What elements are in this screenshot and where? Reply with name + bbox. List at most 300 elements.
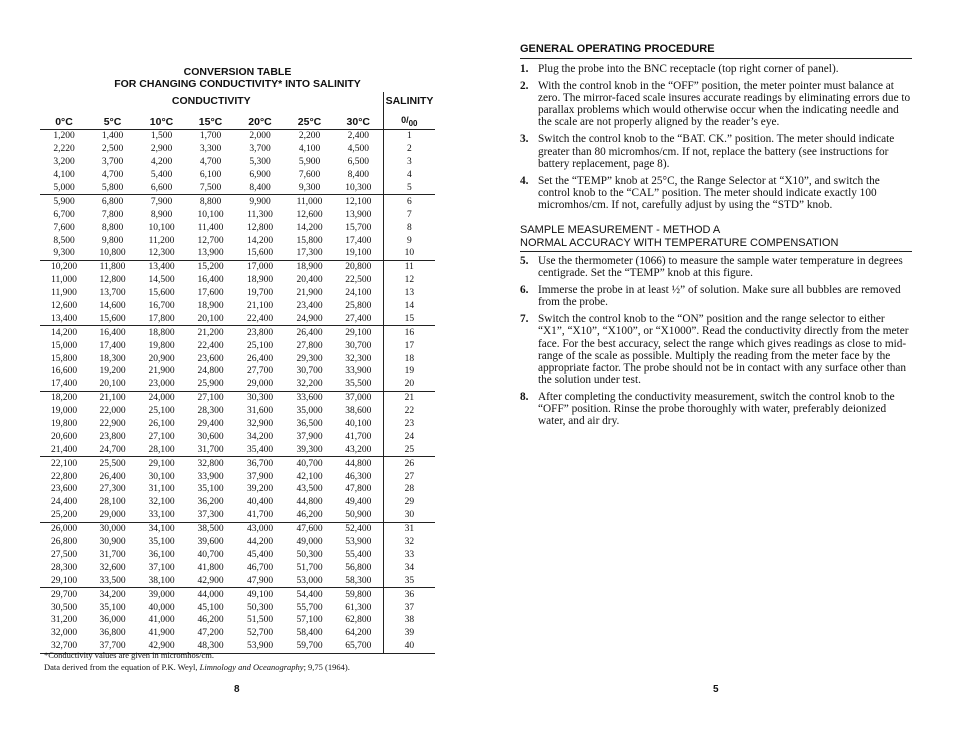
conductivity-cell: 15,800 [296, 235, 323, 246]
conductivity-cell: 29,400 [197, 419, 224, 430]
conductivity-cell: 30,500 [50, 602, 78, 613]
conductivity-cell: 22,400 [235, 312, 285, 325]
table-row [40, 574, 435, 587]
conductivity-cell: 25,800 [345, 301, 372, 312]
step-text: With the control knob in the “OFF” position, the meter pointer must balance at zero. The mirror-faced scale insures accurate readings by eliminating errors due to parallax problems which would otherwise occur when the indicating needle and the scale are not properly aligned by the reader’s eye. [538, 80, 911, 129]
conductivity-cell: 44,800 [345, 458, 372, 469]
conductivity-cell: 30,300 [246, 393, 274, 404]
conductivity-cell: 1,400 [101, 131, 124, 142]
conductivity-cell: 36,800 [99, 628, 126, 639]
conductivity-cell: 6,900 [249, 170, 271, 181]
conductivity-cell: 5,900 [53, 196, 75, 207]
salinity-cell: 27 [383, 470, 435, 483]
conductivity-cell: 27,100 [148, 431, 175, 442]
conductivity-cell: 15,600 [148, 288, 175, 299]
conductivity-cell: 9,300 [40, 247, 88, 260]
step-item [520, 313, 912, 386]
conductivity-cell: 35,400 [235, 443, 285, 456]
operating-steps-list [520, 63, 912, 216]
conductivity-cell: 20,600 [50, 431, 78, 442]
step-number: 4. [520, 174, 529, 187]
conductivity-cell: 34,100 [148, 524, 175, 535]
table-row [40, 156, 435, 169]
salinity-cell: 8 [383, 221, 435, 234]
table-row [40, 312, 435, 325]
table-row [40, 352, 435, 365]
conductivity-cell: 18,800 [148, 327, 175, 338]
conductivity-cell: 7,600 [298, 170, 321, 181]
step-item [520, 63, 912, 75]
conductivity-cell: 9,300 [285, 182, 334, 195]
conductivity-cell: 2,000 [249, 131, 271, 142]
conductivity-cell: 12,800 [246, 222, 274, 233]
conductivity-cell: 6,500 [347, 157, 369, 168]
salinity-cell: 36 [383, 588, 435, 601]
conductivity-cell: 5,300 [249, 157, 271, 168]
table-row [40, 430, 435, 443]
table-row [40, 457, 435, 470]
conductivity-cell: 16,400 [197, 275, 224, 286]
conductivity-cell: 36,000 [99, 615, 126, 626]
conductivity-cell: 24,100 [345, 288, 372, 299]
table-title [40, 66, 435, 90]
table-row [40, 561, 435, 574]
conductivity-cell: 40,700 [296, 458, 323, 469]
conductivity-cell: 13,400 [40, 312, 88, 325]
conductivity-cell: 7,600 [53, 222, 75, 233]
conductivity-cell: 21,900 [296, 288, 323, 299]
conductivity-cell: 38,600 [345, 406, 372, 417]
conductivity-cell: 40,000 [148, 602, 175, 613]
sample-measurement-heading [520, 224, 912, 252]
step-text: Plug the probe into the BNC receptacle (top right corner of panel). [538, 63, 839, 75]
conductivity-cell: 46,700 [246, 562, 274, 573]
conductivity-cell: 4,200 [150, 157, 173, 168]
sample-measurement-heading-line1: SAMPLE MEASUREMENT - METHOD A [520, 224, 721, 236]
column-header: 5°C [88, 110, 137, 130]
conductivity-cell: 57,100 [296, 615, 323, 626]
conductivity-cell: 18,900 [197, 301, 224, 312]
conductivity-cell: 33,600 [296, 393, 323, 404]
conductivity-cell: 3,300 [199, 144, 222, 155]
conductivity-cell: 41,000 [148, 615, 175, 626]
conductivity-cell: 22,500 [345, 275, 372, 286]
table-row [40, 130, 435, 143]
column-header: 0°C [40, 110, 88, 130]
conductivity-cell: 33,500 [88, 574, 137, 587]
step-item [520, 80, 912, 128]
conductivity-cell: 52,400 [345, 524, 372, 535]
salinity-cell: 4 [383, 169, 435, 182]
footnote-source-text: Data derived from the equation of P.K. Weyl, [44, 661, 200, 672]
salinity-cell: 12 [383, 274, 435, 287]
table-row [40, 483, 435, 496]
conductivity-cell: 12,800 [99, 275, 126, 286]
conductivity-cell: 28,100 [137, 443, 186, 456]
conductivity-cell: 35,100 [99, 602, 126, 613]
conductivity-cell: 41,700 [235, 509, 285, 522]
table-row [40, 169, 435, 182]
salinity-cell: 28 [383, 483, 435, 496]
conductivity-cell: 26,400 [246, 353, 274, 364]
step-text: Switch the control knob to the “ON” position and the range selector to either “X1”, “X10”, “X100”, or “X1000”. Read the conductivity directly from the meter face. For the best accuracy, select the range which gives readings as close to mid-range of the scale as possible. Multiply the reading from the meter face by the appropriate factor. The probe should not be in contact with any surface other than the solution under test. [538, 313, 909, 386]
conductivity-cell: 11,000 [51, 275, 77, 286]
journal-title: Limnology and Oceanography [199, 661, 304, 672]
conductivity-cell: 29,700 [50, 589, 78, 600]
conductivity-cell: 54,400 [296, 589, 323, 600]
conductivity-cell: 21,200 [197, 327, 224, 338]
salinity-cell: 30 [383, 509, 435, 522]
conductivity-cell: 25,900 [186, 378, 235, 391]
conductivity-cell: 64,200 [345, 628, 372, 639]
conductivity-cell: 21,400 [40, 443, 88, 456]
conductivity-cell: 1,500 [150, 131, 173, 142]
conductivity-cell: 26,100 [148, 419, 175, 430]
conductivity-cell: 23,600 [197, 353, 224, 364]
conductivity-cell: 11,300 [247, 209, 273, 220]
conductivity-cell: 2,900 [150, 144, 173, 155]
table-row [40, 627, 435, 640]
conductivity-cell: 50,900 [334, 509, 383, 522]
conductivity-cell: 3,200 [53, 157, 75, 168]
conductivity-cell: 8,500 [53, 235, 75, 246]
conductivity-cell: 2,500 [101, 144, 124, 155]
salinity-cell: 13 [383, 287, 435, 300]
conductivity-cell: 41,900 [148, 628, 175, 639]
conductivity-cell: 17,400 [99, 340, 126, 351]
conductivity-cell: 17,600 [197, 288, 224, 299]
conductivity-cell: 2,200 [298, 131, 321, 142]
conductivity-cell: 14,500 [148, 275, 175, 286]
step-text: Set the “TEMP” knob at 25°C, the Range Selector at “X10”, and switch the control knob to the “CAL” position. The meter should indicate exactly 100 micromhos/cm. If not, carefully adjust by using the “STD” knob. [538, 174, 880, 211]
conductivity-cell: 36,100 [148, 549, 175, 560]
conductivity-cell: 12,600 [50, 301, 78, 312]
step-number: 2. [520, 80, 529, 93]
salinity-cell: 24 [383, 430, 435, 443]
step-number: 3. [520, 133, 529, 146]
conductivity-cell: 18,900 [296, 262, 323, 273]
conductivity-cell: 33,900 [197, 471, 224, 482]
page-number-right: 5 [713, 684, 719, 695]
conductivity-cell: 13,400 [148, 262, 175, 273]
conductivity-cell: 65,700 [334, 640, 383, 653]
step-number: 7. [520, 313, 529, 326]
general-operating-procedure-heading: GENERAL OPERATING PROCEDURE [520, 43, 912, 59]
conductivity-cell: 14,200 [246, 235, 274, 246]
conductivity-cell: 33,100 [137, 509, 186, 522]
conductivity-cell: 13,900 [345, 209, 372, 220]
conductivity-cell: 45,100 [197, 602, 224, 613]
salinity-cell: 37 [383, 601, 435, 614]
conductivity-cell: 27,700 [246, 366, 274, 377]
conductivity-cell: 21,900 [148, 366, 175, 377]
conductivity-cell: 38,100 [137, 574, 186, 587]
conductivity-cell: 15,800 [50, 353, 78, 364]
conductivity-cell: 49,100 [246, 589, 274, 600]
column-header: 15°C [186, 110, 235, 130]
page-number-left: 8 [234, 684, 240, 695]
conductivity-cell: 16,400 [99, 327, 126, 338]
conductivity-cell: 49,400 [345, 497, 372, 508]
conductivity-cell: 30,100 [148, 471, 175, 482]
step-item [520, 284, 912, 308]
conductivity-cell: 25,100 [246, 340, 274, 351]
conductivity-cell: 4,700 [101, 170, 124, 181]
conductivity-cell: 39,000 [148, 589, 175, 600]
column-header: 25°C [285, 110, 334, 130]
salinity-cell: 1 [383, 130, 435, 143]
conductivity-cell: 15,000 [50, 340, 78, 351]
conductivity-cell: 35,500 [334, 378, 383, 391]
measurement-steps-list [520, 255, 912, 432]
conductivity-cell: 43,200 [334, 443, 383, 456]
salinity-cell: 3 [383, 156, 435, 169]
conductivity-cell: 32,000 [50, 628, 78, 639]
conductivity-cell: 22,800 [50, 471, 78, 482]
conductivity-cell: 32,800 [197, 458, 224, 469]
conductivity-cell: 12,600 [296, 209, 323, 220]
conductivity-cell: 27,100 [197, 393, 224, 404]
conductivity-cell: 24,800 [197, 366, 224, 377]
conductivity-cell: 43,500 [296, 484, 323, 495]
table-row [40, 601, 435, 614]
conductivity-cell: 16,600 [50, 366, 78, 377]
conductivity-cell: 59,700 [285, 640, 334, 653]
conductivity-cell: 15,600 [88, 312, 137, 325]
conductivity-cell: 13,700 [99, 288, 126, 299]
salinity-cell: 9 [383, 234, 435, 247]
salinity-cell: 16 [383, 326, 435, 339]
conductivity-cell: 30,700 [296, 366, 323, 377]
conductivity-cell: 32,100 [148, 497, 175, 508]
salinity-cell: 32 [383, 536, 435, 549]
conductivity-cell: 38,500 [197, 524, 224, 535]
conductivity-cell: 11,000 [296, 196, 323, 207]
salinity-cell: 2 [383, 143, 435, 156]
conductivity-cell: 42,900 [186, 574, 235, 587]
table-row [40, 195, 435, 208]
conductivity-cell: 20,900 [148, 353, 175, 364]
conductivity-cell: 5,000 [40, 182, 88, 195]
table-row [40, 536, 435, 549]
conductivity-cell: 11,800 [99, 262, 126, 273]
conductivity-cell: 27,400 [334, 312, 383, 325]
step-number: 8. [520, 390, 529, 403]
step-item [520, 255, 912, 279]
conductivity-cell: 14,200 [50, 327, 78, 338]
salinity-cell: 38 [383, 614, 435, 627]
conductivity-cell: 49,000 [296, 537, 323, 548]
conductivity-cell: 25,200 [40, 509, 88, 522]
conductivity-cell: 7,900 [150, 196, 173, 207]
table-row [40, 522, 435, 535]
conductivity-cell: 4,500 [347, 144, 369, 155]
conductivity-cell: 37,700 [88, 640, 137, 653]
conductivity-cell: 4,100 [298, 144, 321, 155]
conductivity-cell: 20,100 [186, 312, 235, 325]
step-number: 1. [520, 63, 529, 75]
conductivity-cell: 30,000 [99, 524, 126, 535]
table-row [40, 588, 435, 601]
conductivity-cell: 12,300 [137, 247, 186, 260]
conductivity-cell: 12,700 [197, 235, 224, 246]
conductivity-cell: 17,800 [137, 312, 186, 325]
table-row [40, 260, 435, 273]
table-row [40, 391, 435, 404]
salinity-unit-top: 0/ [401, 115, 409, 126]
salinity-unit-header [383, 110, 435, 130]
conductivity-cell: 23,600 [50, 484, 78, 495]
table-row [40, 339, 435, 352]
conductivity-cell: 6,700 [53, 209, 75, 220]
step-number: 6. [520, 284, 529, 297]
salinity-cell: 21 [383, 391, 435, 404]
conductivity-cell: 8,900 [150, 209, 173, 220]
conductivity-cell: 10,300 [334, 182, 383, 195]
conductivity-cell: 17,000 [246, 262, 274, 273]
conductivity-cell: 53,900 [345, 537, 372, 548]
conductivity-cell: 46,200 [197, 615, 224, 626]
conductivity-cell: 43,000 [246, 524, 274, 535]
column-header-row [40, 110, 435, 130]
conductivity-cell: 47,200 [197, 628, 224, 639]
salinity-cell: 40 [383, 640, 435, 653]
conductivity-cell: 41,800 [197, 562, 224, 573]
conductivity-cell: 29,100 [40, 574, 88, 587]
conductivity-cell: 26,800 [50, 537, 78, 548]
salinity-unit-sub: 00 [408, 119, 418, 128]
conductivity-cell: 44,800 [296, 497, 323, 508]
conductivity-cell: 22,400 [197, 340, 224, 351]
salinity-cell: 18 [383, 352, 435, 365]
table-row [40, 247, 435, 260]
conductivity-cell: 31,600 [246, 406, 274, 417]
conductivity-cell: 32,200 [285, 378, 334, 391]
conductivity-cell: 23,800 [99, 431, 126, 442]
conductivity-cell: 8,800 [101, 222, 124, 233]
conductivity-cell: 22,100 [50, 458, 78, 469]
conductivity-cell: 29,300 [296, 353, 323, 364]
table-row [40, 221, 435, 234]
salinity-cell: 23 [383, 418, 435, 431]
conductivity-cell: 15,600 [235, 247, 285, 260]
column-header: 30°C [334, 110, 383, 130]
conductivity-cell: 62,800 [345, 615, 372, 626]
conductivity-cell: 24,900 [285, 312, 334, 325]
conductivity-cell: 55,400 [345, 549, 372, 560]
table-row [40, 287, 435, 300]
conductivity-cell: 61,300 [345, 602, 372, 613]
conductivity-cell: 24,700 [88, 443, 137, 456]
sample-measurement-heading-line2: NORMAL ACCURACY WITH TEMPERATURE COMPENSATION [520, 236, 839, 249]
conductivity-cell: 20,800 [345, 262, 372, 273]
conductivity-cell: 9,800 [101, 235, 124, 246]
conductivity-cell: 28,100 [99, 497, 126, 508]
conductivity-cell: 44,000 [197, 589, 224, 600]
conductivity-cell: 8,800 [199, 196, 222, 207]
conductivity-cell: 47,800 [345, 484, 372, 495]
conductivity-cell: 13,900 [186, 247, 235, 260]
conductivity-cell: 4,100 [53, 170, 75, 181]
conductivity-cell: 11,400 [197, 222, 224, 233]
conductivity-cell: 37,300 [186, 509, 235, 522]
step-text: After completing the conductivity measurement, switch the control knob to the “OFF” position. Rinse the probe thoroughly with water, preferably deionized water, and air dry. [538, 390, 895, 428]
conductivity-cell: 5,800 [88, 182, 137, 195]
conductivity-cell: 10,200 [50, 262, 78, 273]
conductivity-cell: 21,100 [246, 301, 274, 312]
conductivity-cell: 18,300 [99, 353, 126, 364]
conductivity-cell: 26,000 [50, 524, 78, 535]
conductivity-cell: 1,200 [53, 131, 75, 142]
conductivity-cell: 29,000 [235, 378, 285, 391]
conductivity-cell: 19,200 [99, 366, 126, 377]
conductivity-cell: 26,400 [99, 471, 126, 482]
conductivity-cell: 5,900 [298, 157, 321, 168]
conductivity-cell: 51,700 [296, 562, 323, 573]
conductivity-cell: 56,800 [345, 562, 372, 573]
conductivity-cell: 31,200 [50, 615, 78, 626]
conductivity-cell: 20,100 [88, 378, 137, 391]
conductivity-cell: 37,000 [345, 393, 372, 404]
salinity-cell: 5 [383, 182, 435, 195]
conductivity-cell: 30,600 [197, 431, 224, 442]
conductivity-cell: 22,900 [99, 419, 126, 430]
conductivity-cell: 26,400 [296, 327, 323, 338]
salinity-cell: 14 [383, 300, 435, 313]
conductivity-cell: 19,800 [50, 419, 78, 430]
conductivity-cell: 37,900 [246, 471, 274, 482]
conversion-table-body [40, 130, 435, 654]
conductivity-cell: 46,300 [345, 471, 372, 482]
conductivity-group-header: CONDUCTIVITY [171, 95, 251, 107]
conductivity-cell: 32,900 [246, 419, 274, 430]
salinity-cell: 19 [383, 365, 435, 378]
column-header: 10°C [137, 110, 186, 130]
table-row [40, 300, 435, 313]
salinity-cell: 25 [383, 443, 435, 456]
step-item [520, 391, 912, 427]
conductivity-cell: 52,700 [246, 628, 274, 639]
conductivity-cell: 7,500 [186, 182, 235, 195]
conductivity-cell: 29,000 [88, 509, 137, 522]
conductivity-cell: 34,200 [99, 589, 126, 600]
salinity-cell: 39 [383, 627, 435, 640]
table-row [40, 365, 435, 378]
conductivity-cell: 15,700 [345, 222, 372, 233]
conductivity-cell: 11,900 [51, 288, 77, 299]
conductivity-cell: 35,100 [197, 484, 224, 495]
salinity-cell: 34 [383, 561, 435, 574]
table-row [40, 509, 435, 522]
table-row [40, 274, 435, 287]
conductivity-cell: 36,500 [296, 419, 323, 430]
conductivity-cell: 36,700 [246, 458, 274, 469]
conductivity-cell: 40,700 [197, 549, 224, 560]
conductivity-cell: 1,700 [199, 131, 222, 142]
conductivity-cell: 35,100 [148, 537, 175, 548]
salinity-cell: 22 [383, 405, 435, 418]
conductivity-cell: 58,400 [296, 628, 323, 639]
footnote-source-citation: ; 9,75 (1964). [303, 661, 350, 672]
conductivity-cell: 5,400 [150, 170, 173, 181]
conductivity-cell: 42,100 [296, 471, 323, 482]
conductivity-cell: 55,700 [296, 602, 323, 613]
footnote-units: *Conductivity values are given in micromhos/cm. [44, 650, 214, 660]
conversion-table [40, 92, 435, 654]
conductivity-cell: 44,200 [246, 537, 274, 548]
conductivity-cell: 32,700 [40, 640, 88, 653]
conductivity-cell: 34,200 [246, 431, 274, 442]
